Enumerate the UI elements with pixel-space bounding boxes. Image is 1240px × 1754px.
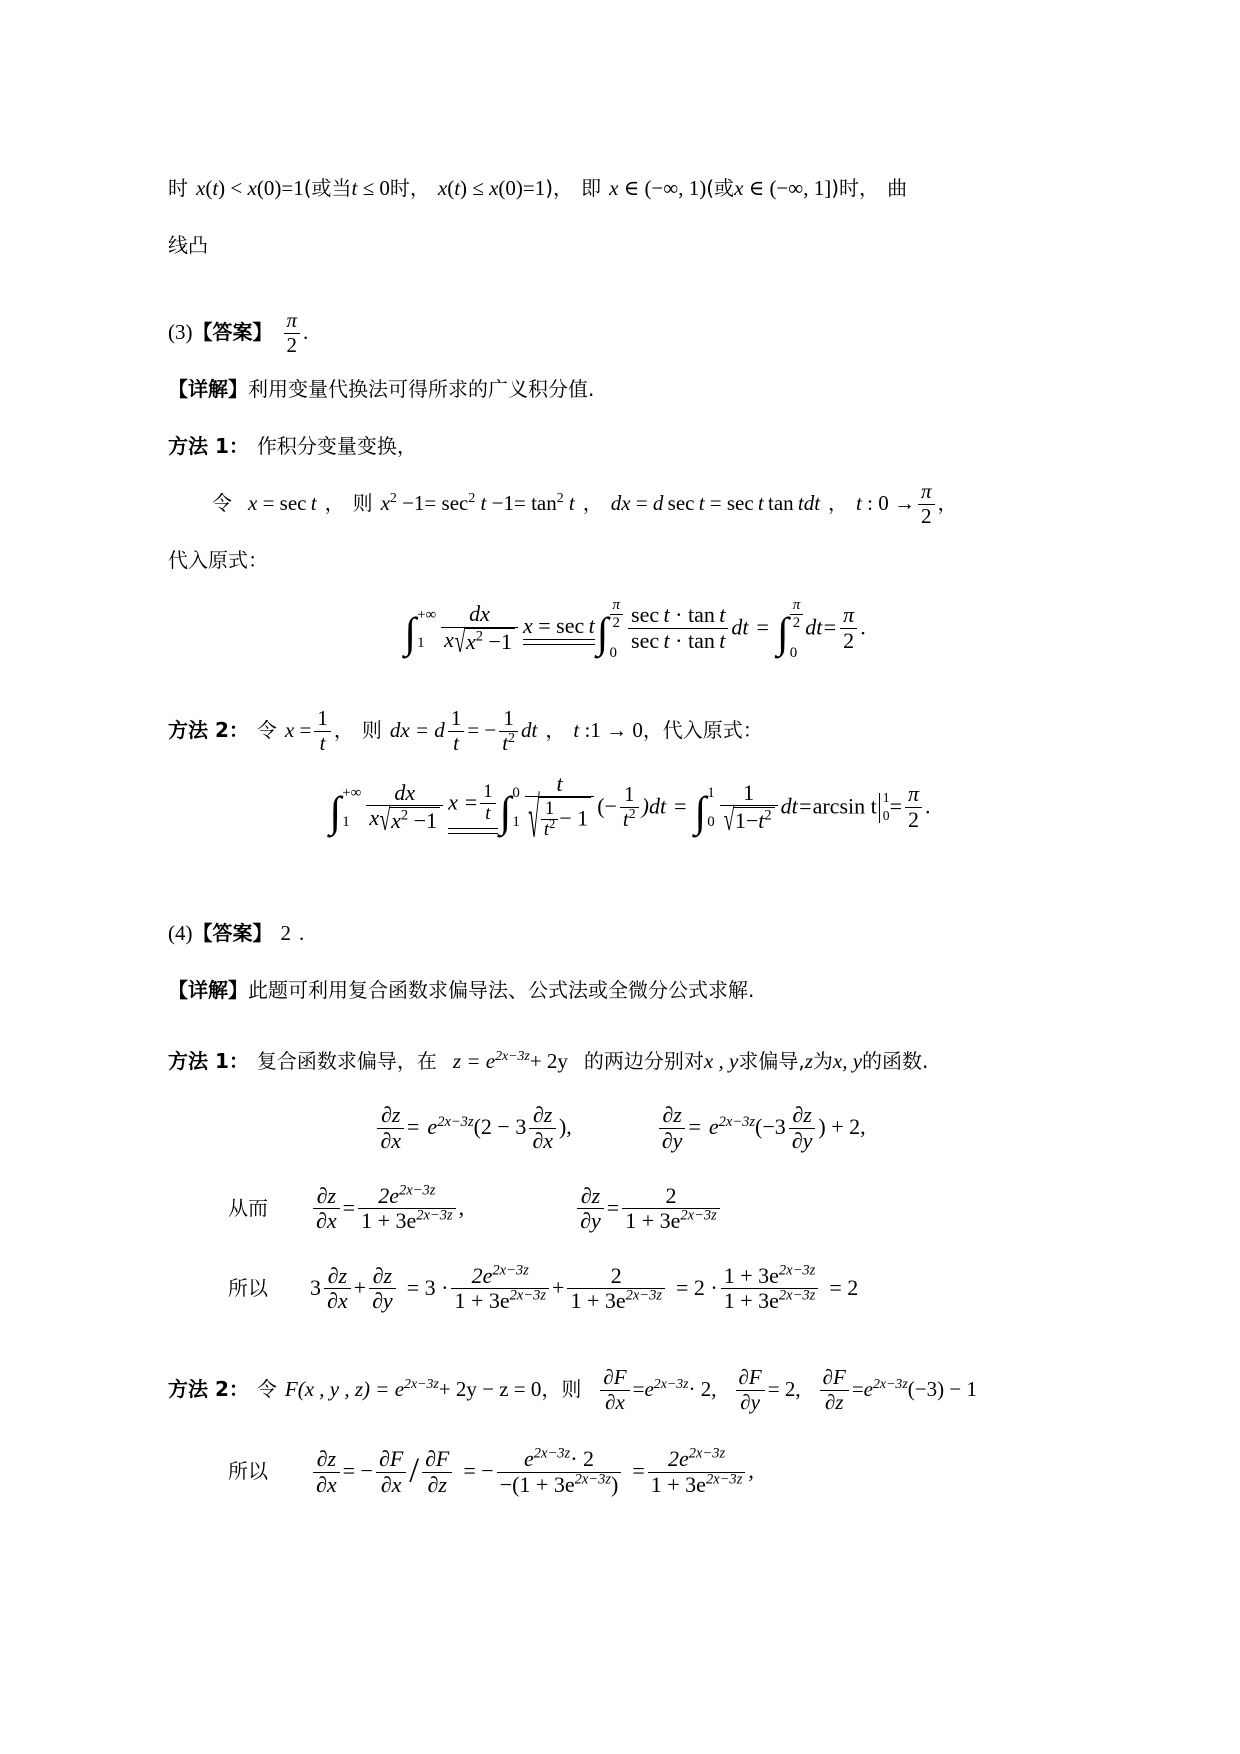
comma-6: ， bbox=[545, 717, 566, 742]
section4-method2-line bbox=[168, 1361, 1072, 1418]
math-z-def: $z = e^{2x-3z}+ 2y$ bbox=[452, 1048, 568, 1074]
text-ling-3: 令 bbox=[256, 1377, 277, 1402]
method1-text-a: 复合函数求偏导，在 bbox=[256, 1049, 437, 1074]
sqrt-1-over-t2: √ $\frac{1}{t^2}$ − 1 bbox=[528, 797, 591, 842]
math-xy: x, y bbox=[832, 1049, 863, 1074]
integral-sign-3: ∫ bbox=[776, 610, 789, 658]
partial-z-x-a: $\frac{\partial z}{\partial x}$ bbox=[377, 1103, 404, 1153]
exp-base-a: e bbox=[427, 1114, 438, 1140]
eq-e1: = − bbox=[342, 1458, 373, 1484]
math-t-range: t : 0 → bbox=[856, 491, 915, 515]
section3-display-eq1 bbox=[198, 597, 1072, 661]
dt-4: dt= bbox=[780, 793, 813, 819]
partial-F-z: $\frac{\partial F}{\partial z}$ bbox=[820, 1366, 849, 1414]
comma-a2: , bbox=[860, 1114, 866, 1140]
partial-z-y-c: $\frac{\partial z}{\partial y}$ bbox=[369, 1264, 396, 1314]
eq-a-equals: = bbox=[407, 1114, 420, 1140]
section4-display-eq-b bbox=[168, 1182, 1072, 1235]
label-congru: 从而 bbox=[228, 1195, 268, 1220]
eq-c3: = 2 bbox=[829, 1275, 859, 1301]
frac-c-2: $\frac{2}{1 + 3e^{2x-3z}}$ bbox=[567, 1264, 665, 1314]
inner-partial-a: $\frac{\partial z}{\partial x}$ bbox=[529, 1103, 556, 1153]
eq-c2: = 2 · bbox=[676, 1275, 718, 1301]
text-qu: 曲 bbox=[887, 176, 908, 200]
result-fraction-1: $\frac{\pi}{2}$ bbox=[840, 603, 857, 653]
partial-F-x: $\frac{\partial F}{\partial x}$ bbox=[600, 1366, 629, 1414]
plus-c2: + bbox=[552, 1275, 565, 1301]
top-paragraph-line1 bbox=[168, 160, 1072, 217]
text-ze-3: ，则 bbox=[541, 1377, 582, 1402]
integrand-2: $\frac{\text{sec t · tan t}}{\text{sec t · tan t}}$ bbox=[628, 603, 728, 653]
answer-value-4: 2 bbox=[280, 921, 291, 946]
paren-open-a: (2 − 3 bbox=[473, 1114, 527, 1140]
exp-a: 2x−3z bbox=[437, 1114, 474, 1131]
text-ze-2: 则 bbox=[361, 717, 382, 742]
frac-c-3: $\frac{1 + 3e^{2x-3z}}{1 + 3e^{2x-3z}}$ bbox=[721, 1264, 819, 1314]
text-shi: 时 bbox=[168, 176, 188, 200]
frac-b-2: $\frac{2}{1 + 3e^{2x-3z}}$ bbox=[622, 1184, 720, 1234]
section4-detail-line bbox=[168, 962, 1072, 1019]
comma-2: ， bbox=[582, 491, 603, 515]
math-t-range-2: t :1 → 0 bbox=[573, 717, 643, 742]
integrand-3: $\frac{dx}{x√x^2 -1}$ bbox=[366, 781, 443, 834]
text-or-close: )时， bbox=[831, 176, 880, 200]
method1-text-d: 为 bbox=[812, 1049, 833, 1074]
math-F-def: F(x , y , $z) = e^{2x-3z}+ 2y - z = 0$ bbox=[284, 1376, 542, 1402]
paren-open-a2: (−3 bbox=[755, 1114, 786, 1140]
integral-limits-3: $\frac{\pi}{2}$ 0 bbox=[790, 605, 804, 654]
partial-z-y-b: $\frac{\partial z}{\partial y}$ bbox=[577, 1184, 604, 1234]
comma-3: ， bbox=[828, 491, 849, 515]
math-t-le-0: t ≤ 0 bbox=[351, 176, 390, 200]
answer-period-3: . bbox=[303, 320, 309, 344]
comma-b: , bbox=[458, 1194, 465, 1220]
text-substitute-2: ，代入原式： bbox=[642, 717, 763, 742]
partial-F-y: $\frac{\partial F}{\partial y}$ bbox=[736, 1366, 765, 1414]
integral-sign-6: ∫ bbox=[694, 789, 707, 837]
math-vars-xy: x , y bbox=[703, 1049, 739, 1074]
frac-b-1: $\frac{2e^{2x-3z}}{1 + 3e^{2x-3z}}$ bbox=[358, 1184, 456, 1234]
inner-partial-a2: $\frac{\partial z}{\partial y}$ bbox=[789, 1103, 816, 1153]
math-x2-minus-1: $x^2 -1= \sec^2 t -1= \tan^2 t$ bbox=[380, 490, 575, 515]
dx-fraction-2: $\frac{1}{t}$ bbox=[448, 707, 465, 755]
text-paren-close: )， bbox=[545, 176, 574, 200]
section3-answer-line bbox=[168, 304, 1072, 361]
x-fraction-2: $\frac{1}{t}$ bbox=[314, 707, 331, 755]
equals-3: = bbox=[889, 793, 902, 819]
integral-limits-4: +∞ 1 bbox=[342, 785, 362, 830]
answer-fraction-3: $\frac{\pi}{2}$ bbox=[284, 309, 301, 357]
paren-close-a: ) bbox=[558, 1114, 567, 1140]
method1-label-4: 方法 1： bbox=[168, 1049, 249, 1074]
partial-F-z-e: $\frac{\partial F}{\partial z}$ bbox=[422, 1447, 452, 1497]
section3-display-eq2 bbox=[188, 770, 1072, 851]
section3-substitution-line bbox=[168, 475, 1072, 532]
section4-label: (4) bbox=[168, 921, 193, 946]
label-suoyi-1: 所以 bbox=[228, 1276, 268, 1301]
dt-3: dt bbox=[521, 717, 538, 742]
method1-text-e: 的函数. bbox=[862, 1049, 929, 1074]
section4-answer-line bbox=[168, 905, 1072, 962]
integrand-1: $\frac{dx}{x√x^2 -1}$ bbox=[441, 602, 518, 655]
detail-bracket-4: 【详解】 bbox=[168, 978, 248, 1003]
partial-F-x-e: $\frac{\partial F}{\partial x}$ bbox=[376, 1447, 406, 1497]
partial-z-x-e: $\frac{\partial z}{\partial x}$ bbox=[313, 1447, 340, 1497]
math-x-eq: x = bbox=[284, 717, 312, 742]
math-interval-open: x ∈ (−∞, 1) bbox=[609, 176, 707, 200]
paren-close-a2: ) + 2 bbox=[818, 1114, 861, 1140]
substitution-marker-1: x = sec t bbox=[523, 614, 595, 645]
integral-limits-5: 0 1 bbox=[512, 785, 520, 830]
eq-neg: = − bbox=[467, 717, 497, 742]
dt-1: dt bbox=[731, 614, 749, 640]
frac-e-1: $\frac{e^{2x-3z}\cdot 2}{-(1 + 3e^{2x-3z})}$ bbox=[497, 1447, 622, 1497]
eq-d2: = 2 bbox=[767, 1377, 796, 1402]
section4-display-eq-e bbox=[168, 1445, 1072, 1498]
integral-limits-2: $\frac{\pi}{2}$ 0 bbox=[610, 605, 624, 654]
plus-c1: + bbox=[353, 1275, 367, 1301]
partial-z-x-b: $\frac{\partial z}{\partial x}$ bbox=[313, 1184, 340, 1234]
section3-method1-line bbox=[168, 418, 1072, 475]
comma-4: ， bbox=[937, 491, 958, 515]
equals-2: = bbox=[674, 793, 687, 819]
comma-1: ， bbox=[324, 491, 345, 515]
exp-d3: $e^{2x-3z}(-3) - 1$ bbox=[863, 1376, 977, 1402]
factor-open: (− bbox=[597, 793, 617, 819]
text-ling-2: 令 bbox=[256, 717, 277, 742]
eq-b2-equals: = bbox=[606, 1194, 620, 1220]
evaluation-bar: 1 0 bbox=[879, 793, 890, 823]
frac-e-2: $\frac{2e^{2x-3z}}{1 + 3e^{2x-3z}}$ bbox=[648, 1447, 746, 1497]
math-x-t-le: x(t) ≤ x(0)=1 bbox=[437, 176, 546, 200]
integral-sign-5: ∫ bbox=[499, 789, 512, 837]
method2-label-4: 方法 2： bbox=[168, 1377, 249, 1402]
comma-e: , bbox=[748, 1458, 754, 1484]
answer-bracket-4: 【答案】 bbox=[192, 921, 273, 946]
top-paragraph-line2 bbox=[168, 217, 1072, 274]
method1-text-c: 求偏导, bbox=[738, 1049, 805, 1074]
eq-c1: = 3 · bbox=[406, 1275, 449, 1301]
text-or-open: (或 bbox=[706, 176, 735, 200]
text-ji: 即 bbox=[581, 176, 602, 200]
text-paren-open: (或当 bbox=[303, 176, 352, 200]
math-x-t-lt: x(t) < x(0)=1 bbox=[196, 176, 304, 200]
integral-sign-4: ∫ bbox=[329, 789, 342, 837]
comma-d1: , bbox=[711, 1377, 717, 1402]
exp-a2: 2x−3z bbox=[718, 1114, 756, 1131]
comma-a: , bbox=[566, 1114, 572, 1140]
period-eq2: . bbox=[925, 793, 931, 819]
sqrt-x2-1: $√x^2 -1$ bbox=[454, 628, 515, 655]
section4-display-eq-a bbox=[168, 1104, 1072, 1154]
equals-1: = bbox=[756, 614, 769, 640]
sqrt-1-minus-t2: $√1-t^2$ bbox=[723, 807, 775, 834]
section4-method1-line bbox=[168, 1033, 1072, 1090]
section3-detail-line bbox=[168, 361, 1072, 418]
eq-e3: = bbox=[632, 1458, 645, 1484]
math-x-eq-sect: x = sec t bbox=[248, 491, 317, 515]
arcsin-label: arcsin t bbox=[812, 793, 877, 819]
partial-z-y-a: $\frac{\partial z}{\partial y}$ bbox=[659, 1103, 686, 1153]
answer-period-4: . bbox=[299, 921, 305, 946]
eq-a2-equals: = bbox=[688, 1114, 701, 1140]
text-xiantu: 线凸 bbox=[168, 233, 208, 257]
text-ling: 令 bbox=[212, 491, 232, 515]
math-dx-d: dx = d bbox=[389, 717, 445, 742]
section3-label: (3) bbox=[168, 320, 193, 344]
period-eq1: . bbox=[860, 614, 866, 640]
detail-text-4: 此题可利用复合函数求偏导法、公式法或全微分公式求解. bbox=[248, 978, 755, 1003]
method2-label-3: 方法 2： bbox=[168, 717, 249, 742]
eq-d1: = bbox=[632, 1377, 645, 1402]
factor-close: )dt bbox=[641, 793, 667, 819]
text-substitute: 代入原式： bbox=[168, 548, 268, 572]
eq-d3: = bbox=[851, 1377, 864, 1402]
comma-d2: , bbox=[795, 1377, 801, 1402]
range-fraction: $\frac{\pi}{2}$ bbox=[918, 480, 935, 528]
eq-e2: = − bbox=[463, 1458, 494, 1484]
integral-limits-6: 1 0 bbox=[707, 785, 715, 830]
comma-5: ， bbox=[333, 717, 354, 742]
dt-2: dt= bbox=[805, 614, 838, 640]
detail-bracket-3: 【详解】 bbox=[168, 377, 248, 401]
integral-limits-1: +∞ 1 bbox=[417, 606, 437, 652]
method1-label-3: 方法 1： bbox=[168, 434, 249, 458]
answer-bracket-3: 【答案】 bbox=[192, 320, 273, 344]
section4-display-eq-c bbox=[168, 1262, 1072, 1315]
method1-text-3: 作积分变量变换， bbox=[256, 434, 417, 458]
math-dx-dsect: dx = d sec t = sec t tan tdt bbox=[610, 491, 821, 515]
partial-z-x-c: $\frac{\partial z}{\partial x}$ bbox=[324, 1264, 351, 1314]
sqrt-x2-1-b: $√x^2 -1$ bbox=[379, 807, 440, 834]
substitution-marker-2: x = $\frac{1}{t}$ bbox=[448, 783, 497, 834]
eq-b-equals: = bbox=[342, 1194, 356, 1220]
dt-fraction-2: $\frac{1}{t^2}$ bbox=[499, 707, 518, 755]
integral-sign-2: ∫ bbox=[596, 610, 609, 658]
detail-text-3: 利用变量代换法可得所求的广义积分值. bbox=[248, 377, 595, 401]
exp-base-a2: e bbox=[708, 1114, 719, 1140]
exp-d1: $e^{2x-3z}\cdot 2$ bbox=[644, 1376, 712, 1402]
section3-method2-line bbox=[168, 702, 1072, 759]
math-z-var: z bbox=[804, 1049, 813, 1074]
integral-sign-1: ∫ bbox=[404, 610, 417, 658]
method1-text-b: 的两边分别对 bbox=[583, 1049, 704, 1074]
text-ze: 则 bbox=[352, 491, 373, 515]
result-fraction-2: $\frac{\pi}{2}$ bbox=[905, 782, 922, 832]
label-suoyi-2: 所以 bbox=[228, 1459, 268, 1484]
frac-c-1: $\frac{2e^{2x-3z}}{1 + 3e^{2x-3z}}$ bbox=[451, 1264, 549, 1314]
factor-fraction: $\frac{1}{t^2}$ bbox=[620, 783, 639, 831]
math-interval-closed: x ∈ (−∞, 1] bbox=[734, 176, 832, 200]
section3-substitute-text bbox=[168, 532, 1072, 589]
integrand-4: t √ $\frac{1}{t^2}$ − 1 bbox=[525, 772, 594, 843]
slash-e: / bbox=[409, 1450, 420, 1490]
integrand-5: $\frac{1}{√1-t^2}$ bbox=[720, 781, 778, 834]
document-body bbox=[168, 160, 1072, 1498]
text-shi-comma: 时， bbox=[389, 176, 430, 200]
coef-3: 3 bbox=[310, 1275, 321, 1301]
